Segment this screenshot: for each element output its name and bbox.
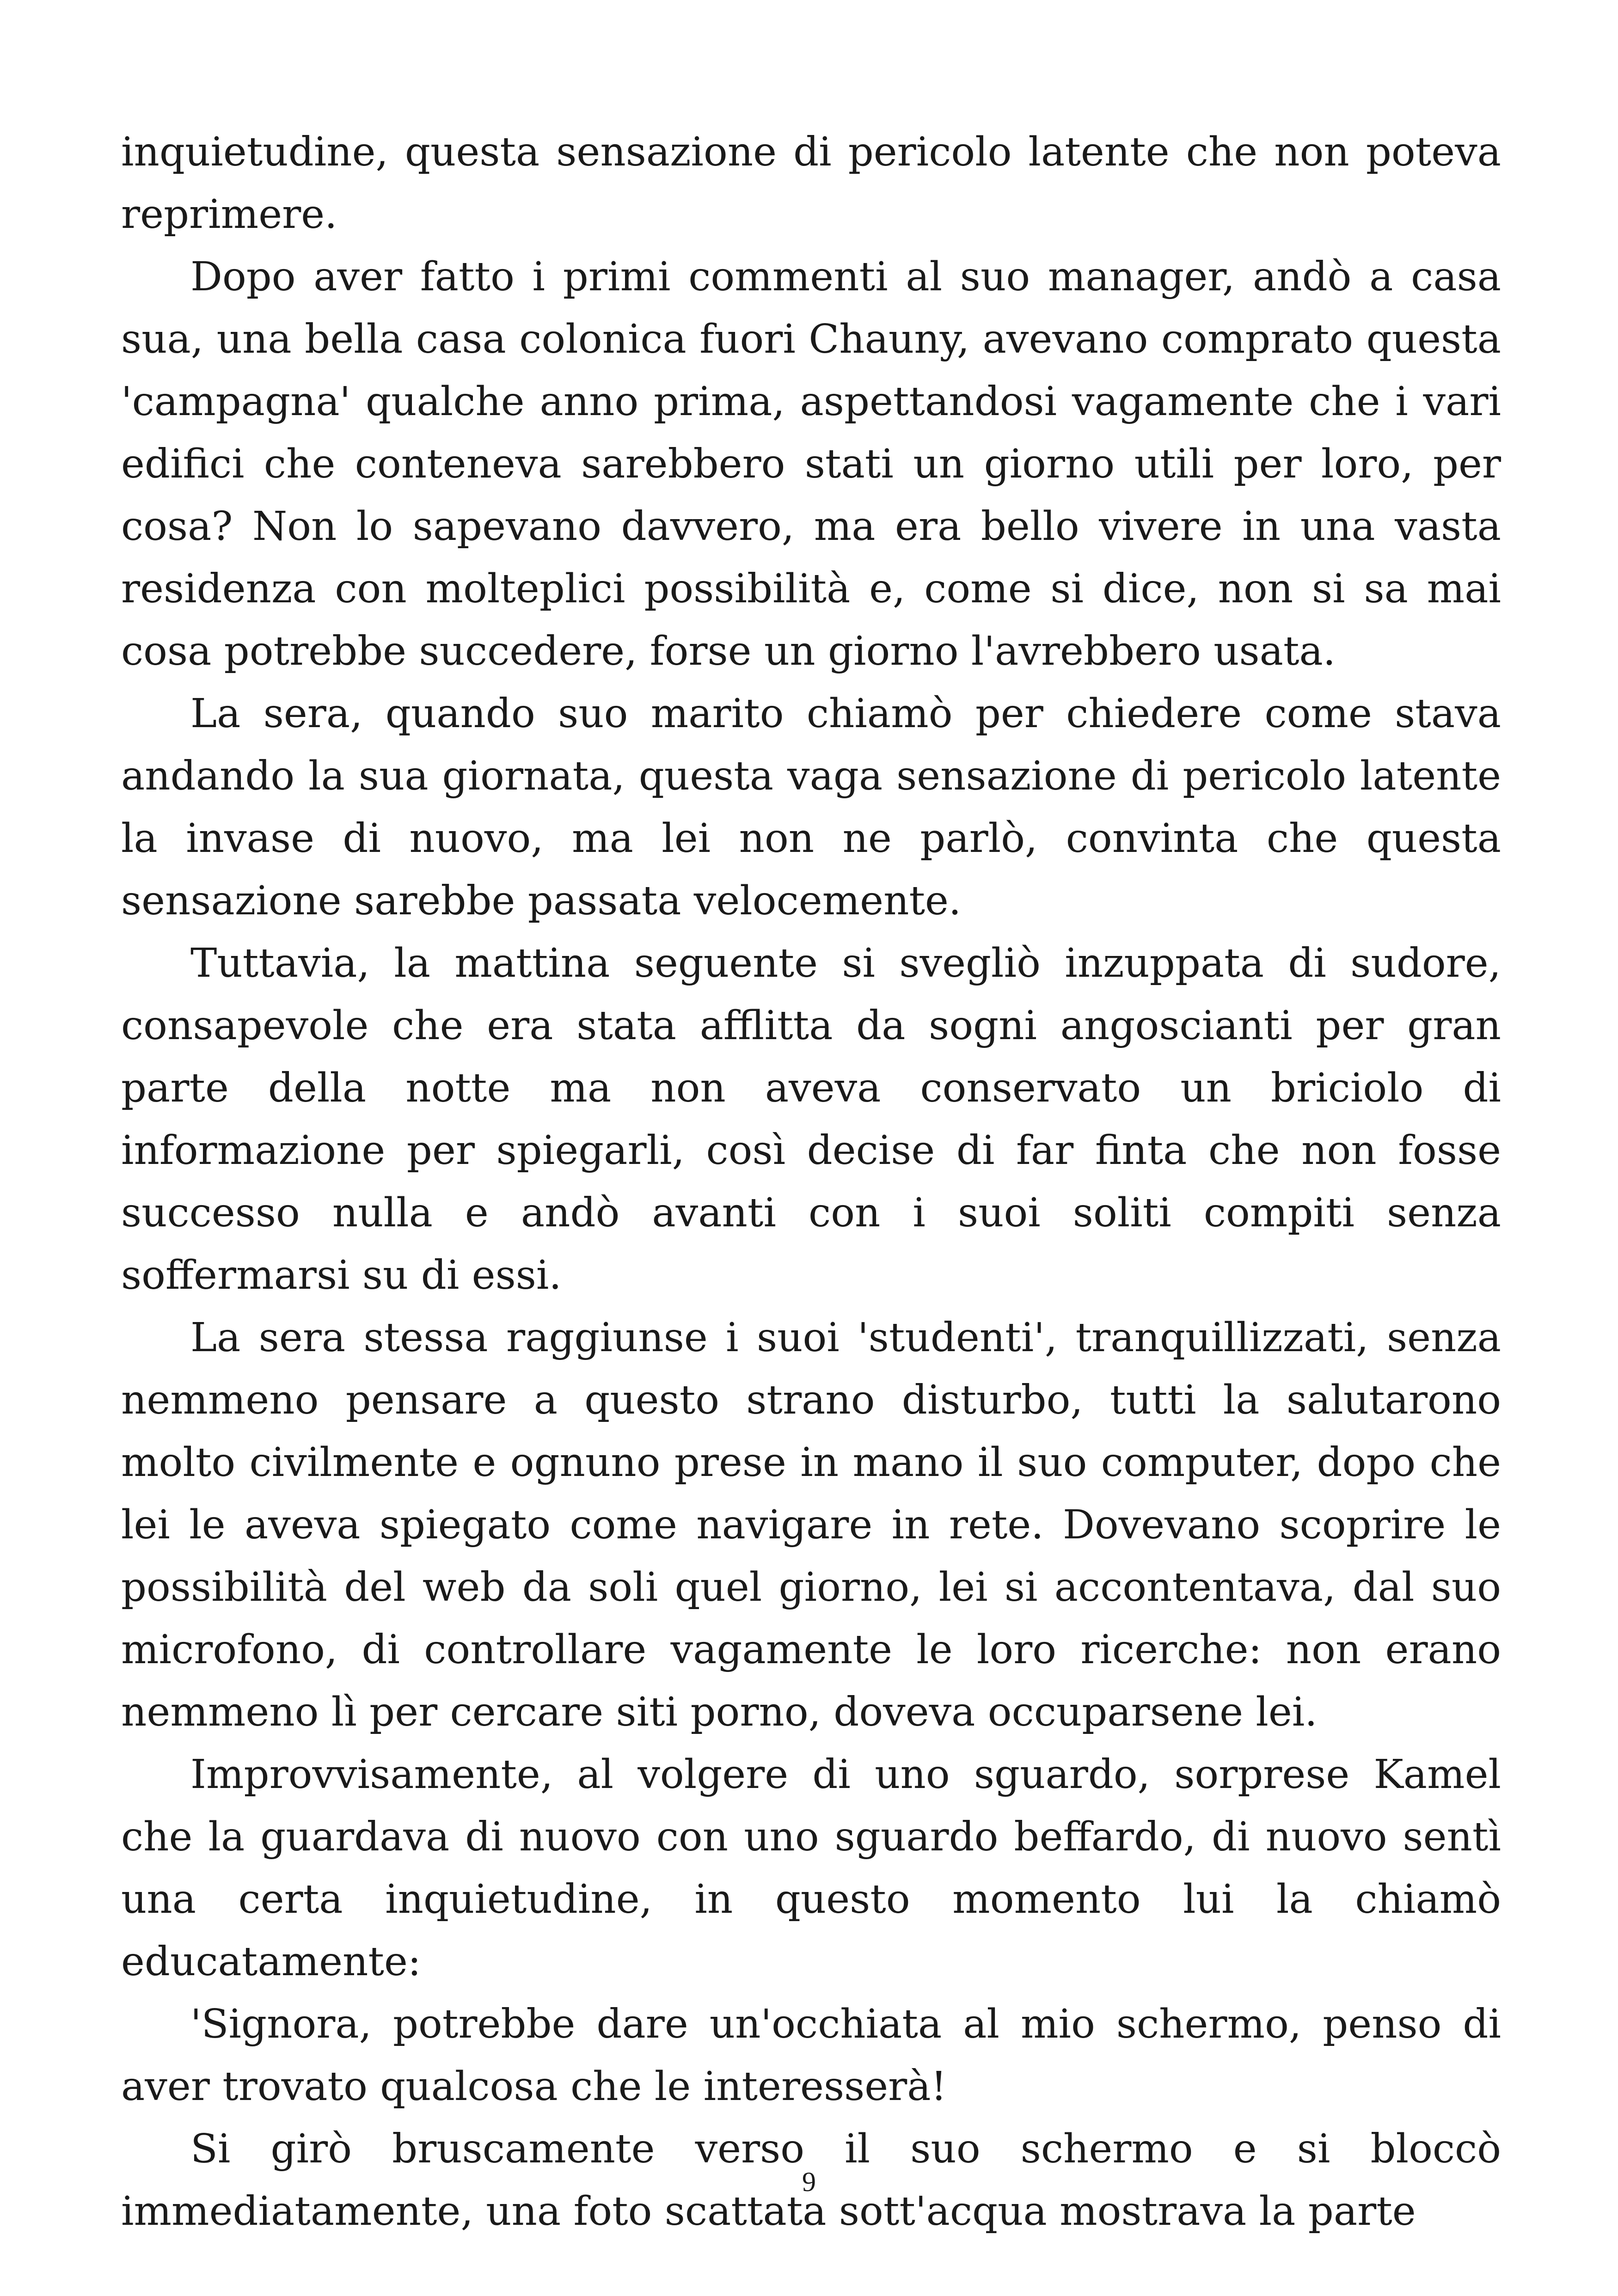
paragraph-2: Dopo aver fatto i primi commenti al suo manager, andò a casa sua, una bella casa colonica fuori Chauny, avevano comprato questa 'campagna' qualche anno prima, aspettandosi vagamente che i vari edifici che conteneva sarebbero stati un giorno utili per loro, per cosa? Non lo sapevano davvero, ma era bello vivere in una vasta residenza con molteplici possibilità e, come si dice, non si sa mai cosa potrebbe succedere, forse un giorno l'avrebbero usata. [121, 254, 1501, 674]
paragraph-6: Improvvisamente, al volgere di uno sguardo, sorprese Kamel che la guardava di nuovo con uno sguardo beffardo, di nuovo sentì una certa inquietudine, in questo momento lui la chiamò educatamente: [121, 1751, 1501, 1985]
page-body-text [121, 121, 1501, 2243]
paragraph-4: Tuttavia, la mattina seguente si svegliò inzuppata di sudore, consapevole che era stata afflitta da sogni angoscianti per gran parte della notte ma non aveva conservato un briciolo di informazione per spiegarli, così decise di far finta che non fosse successo nulla e andò avanti con i suoi soliti compiti senza soffermarsi su di essi. [121, 940, 1501, 1298]
page-number: 9 [802, 2167, 816, 2197]
paragraph-3: La sera, quando suo marito chiamò per chiedere come stava andando la sua giornata, questa vaga sensazione di pericolo latente la invase di nuovo, ma lei non ne parlò, convinta che questa sensazione sarebbe passata velocemente. [121, 691, 1501, 924]
paragraph-7: 'Signora, potrebbe dare un'occhiata al mio schermo, penso di aver trovato qualcosa che le interesserà! [121, 2001, 1501, 2110]
paragraph-8: Si girò bruscamente verso il suo schermo e si bloccò immediatamente, una foto scattata sott'acqua mostrava la parte [121, 2126, 1501, 2235]
paragraph-5: La sera stessa raggiunse i suoi 'studenti', tranquillizzati, senza nemmeno pensare a questo strano disturbo, tutti la salutarono molto civilmente e ognuno prese in mano il suo computer, dopo che lei le aveva spiegato come navigare in rete. Dovevano scoprire le possibilità del web da soli quel giorno, lei si accontentava, dal suo microfono, di controllare vagamente le loro ricerche: non erano nemmeno lì per cercare siti porno, doveva occuparsene lei. [121, 1315, 1501, 1735]
paragraph-1: inquietudine, questa sensazione di pericolo latente che non poteva reprimere. [121, 129, 1501, 238]
